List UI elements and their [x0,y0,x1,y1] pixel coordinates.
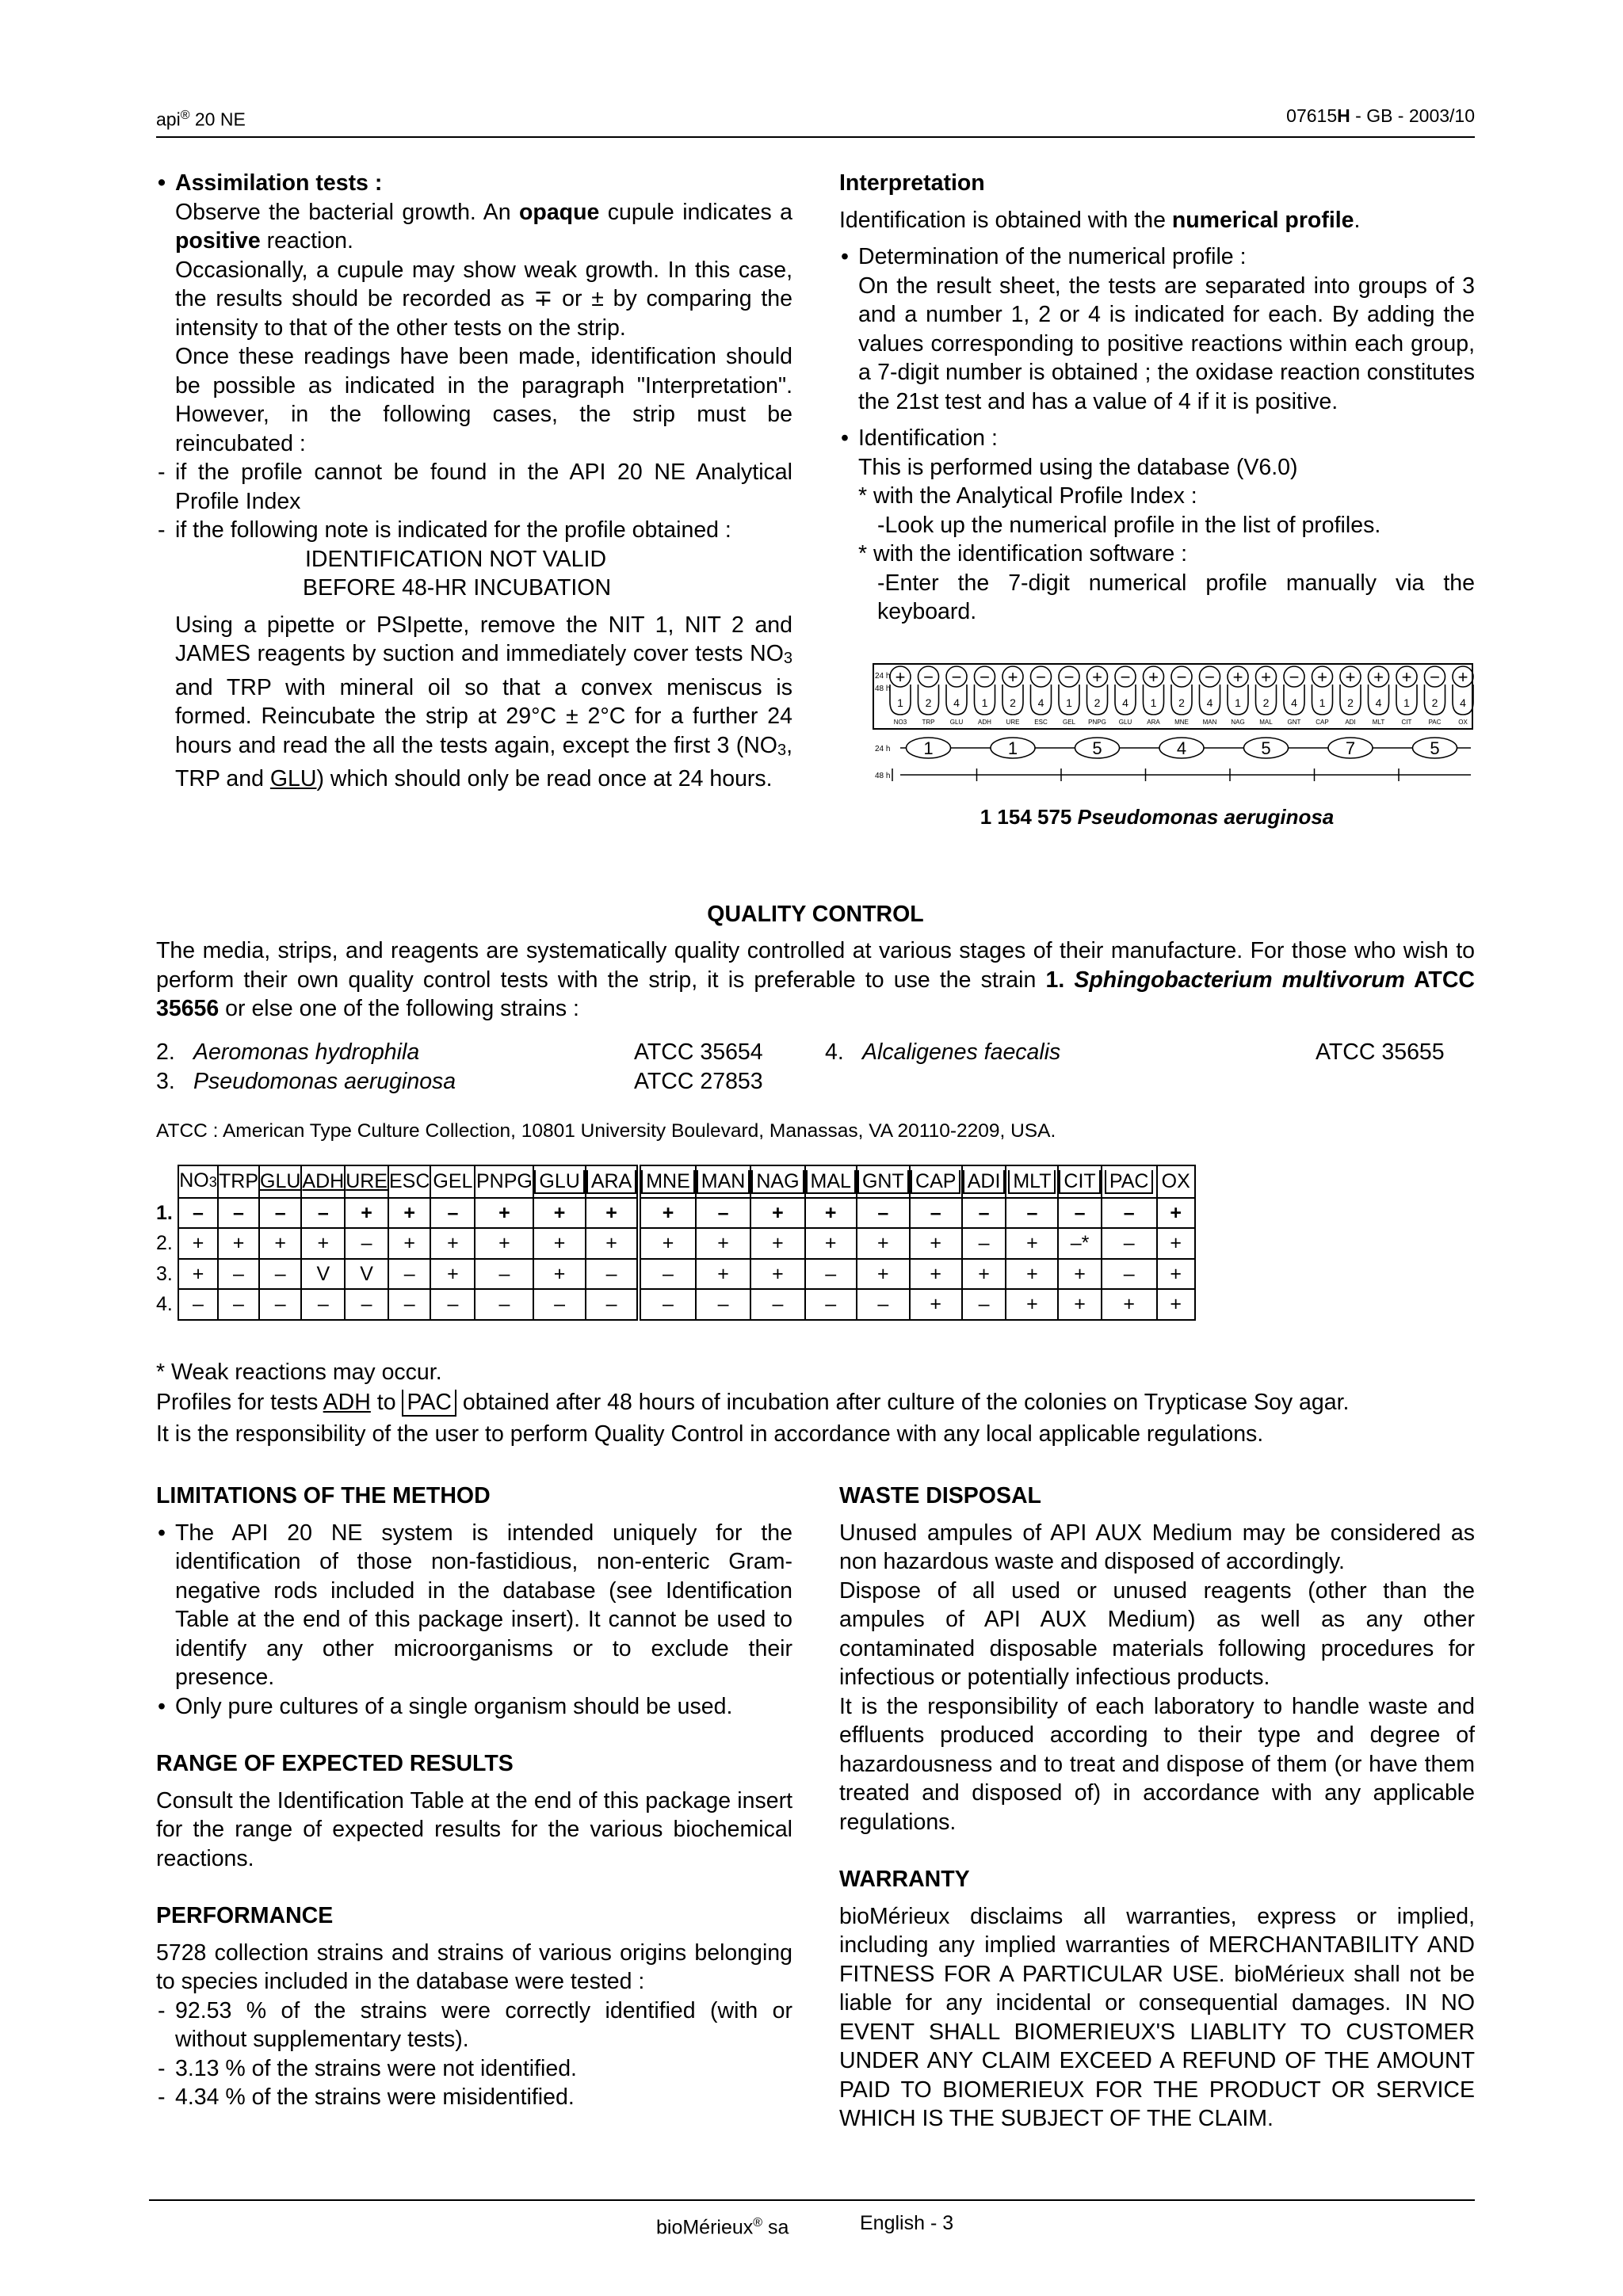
strip-sign: − [1176,667,1187,687]
table-cell: + [1157,1198,1195,1229]
strip-sum-value: 4 [1176,738,1187,758]
page-header [156,100,1475,138]
table-header-cell: MAN [696,1165,751,1198]
weak-note: * Weak reactions may occur. [156,1360,442,1385]
table-cell: – [178,1198,218,1229]
strip-time-48: 48 h [875,772,891,780]
strip-test-name: GLU [949,719,964,726]
strip-sum-value: 5 [1092,738,1102,758]
strip-test-name: NO3 [893,719,907,726]
identification-line-2: * with the Analytical Profile Index : [858,483,1197,509]
range-title: RANGE OF EXPECTED RESULTS [156,1751,514,1776]
strip-value: 4 [1206,696,1213,709]
table-cell: + [475,1198,533,1229]
strip-value: 4 [1122,696,1128,709]
table-cell: + [696,1228,751,1259]
strain-3: 3. Pseudomonas aeruginosa ATCC 27853 [156,1069,763,1094]
table-header-row [156,1165,1195,1198]
table-cell: + [301,1228,345,1259]
performance-item-1: - 92.53 % of the strains were correctly identified (with or without supplementary tests). [156,1997,792,2054]
table-cell: – [696,1198,751,1229]
strip-sign: − [1064,667,1075,687]
table-cell: – [1058,1198,1101,1229]
table-cell: + [218,1228,259,1259]
reincubate-case-2: - if the following note is indicated for the profile obtained : [156,516,792,545]
table-cell: – [857,1198,910,1229]
responsibility-note: It is the responsibility of the user to perform Quality Control in accordance with any local applicable regulations. [156,1421,1264,1447]
table-cell: – [910,1198,962,1229]
table-header-cell: CAP [910,1165,962,1198]
table-header-cell: ADH [301,1165,345,1198]
quality-control-text: The media, strips, and reagents are systematically quality controlled at various stages of their manufacture. For those who wish to perform their own quality control tests with the strip, it is preferable to use the strain 1. Sphingobacterium multivorum ATCC 35656 or else one of the following strains : [156,938,1475,1021]
strip-sign: + [1261,667,1271,687]
performance-item-2: - 3.13 % of the strains were not identified. [156,2054,792,2084]
strip-value: 2 [1431,696,1438,709]
strip-test-name: ADI [1345,719,1356,726]
table-header-cell: GLU [259,1165,301,1198]
table-cell: – [259,1289,301,1320]
table-header-cell: NAG [750,1165,804,1198]
table-cell: – [962,1228,1006,1259]
table-cell: + [1157,1259,1195,1290]
strip-sign: − [1120,667,1131,687]
strip-test-name: ESC [1034,719,1048,726]
strip-sign: + [1232,667,1243,687]
table-cell: – [1102,1259,1157,1290]
table-cell: + [1058,1289,1101,1320]
table-cell: + [586,1198,639,1229]
strip-test-name: ADH [978,719,991,726]
table-header-cell: MNE [639,1165,696,1198]
table-cell: + [910,1289,962,1320]
table-cell: – [430,1198,475,1229]
strip-test-name: MAN [1202,719,1217,726]
strip-test-name: PNPG [1088,719,1106,726]
strip-sum-value: 1 [1007,738,1018,758]
atcc-note: ATCC : American Type Culture Collection, 10801 University Boulevard, Manassas, VA 20110-2209, USA. [156,1120,1056,1142]
table-cell: + [533,1228,585,1259]
table-cell: + [475,1228,533,1259]
table-header-cell: PAC [1102,1165,1157,1198]
strip-value: 4 [1291,696,1297,709]
table-cell: + [910,1259,962,1290]
table-cell: – [533,1289,585,1320]
strip-value: 4 [1460,696,1466,709]
table-cell: + [430,1228,475,1259]
strip-sign: + [1457,667,1468,687]
strip-value: 1 [1066,696,1072,709]
product-name: api® 20 NE [156,109,246,130]
strip-test-name: URE [1006,719,1020,726]
strip-sum-value: 7 [1345,738,1356,758]
table-cell: – [301,1198,345,1229]
table-header-cell: URE [345,1165,388,1198]
table-cell: – [750,1289,804,1320]
table-header-cell: GNT [857,1165,910,1198]
table-cell: + [696,1259,751,1290]
table-cell: – [475,1289,533,1320]
table-cell: + [1102,1289,1157,1320]
assimilation-section [156,169,792,794]
table-cell: + [805,1198,857,1229]
strip-test-name: GLU [1118,719,1132,726]
table-cell: + [178,1259,218,1290]
waste-p1: Unused ampules of API AUX Medium may be considered as non hazardous waste and disposed of accordingly. [839,1520,1475,1574]
table-header-cell: MLT [1006,1165,1058,1198]
strip-sign: + [1148,667,1159,687]
quality-control-table [156,1165,1196,1321]
table-cell: V [345,1259,388,1290]
strip-value: 4 [1037,696,1044,709]
table-header-cell: MAL [805,1165,857,1198]
strip-test-name: GNT [1287,719,1301,726]
limitations-bullet-1: • The API 20 NE system is intended uniquely for the identification of those non-fastidious, non-enteric Gram-negative rods included in the database (see Identification Table at the end of this package insert). It cannot be used to identify any other microorganisms or to exclude their presence. [156,1519,792,1692]
assimilation-p2: Occasionally, a cupule may show weak growth. In this case, the results should be recorded as ∓ or ± by comparing the intensity to that of the other tests on the strip. [175,257,792,341]
table-cell: – [586,1289,639,1320]
table-cell: – [218,1259,259,1290]
table-header-cell: NO3 [178,1165,218,1198]
page-footer [149,2199,1475,2239]
table-header-cell: ESC [388,1165,430,1198]
table-cell: + [345,1198,388,1229]
table-row-label: 2. [156,1228,178,1259]
strip-value: 2 [1094,696,1101,709]
table-cell: + [259,1228,301,1259]
determination-bullet: • Determination of the numerical profile : [839,242,1475,272]
strip-value: 1 [981,696,988,709]
table-cell: + [178,1228,218,1259]
table-cell: + [388,1198,430,1229]
strip-test-name: TRP [922,719,935,726]
table-cell: + [750,1198,804,1229]
warranty-text: bioMérieux disclaims all warranties, express or implied, including any implied warranties of MERCHANTABILITY AND FITNESS FOR A PARTICULAR USE. bioMérieux shall not be liable for any incidental or consequential damages. IN NO EVENT SHALL BIOMERIEUX'S LIABLITY TO CUSTOMER UNDER ANY CLAIM EXCEED A REFUND OF THE AMOUNT PAID TO BIOMERIEUX FOR THE PRODUCT OR SERVICE WHICH IS THE SUBJECT OF THE CLAIM. [839,1903,1475,2131]
table-cell: + [533,1259,585,1290]
table-row-label: 1. [156,1198,178,1229]
result-strip-illustration [872,662,1474,789]
note-line-2: BEFORE 48-HR INCUBATION [303,575,612,601]
table-cell: – [388,1259,430,1290]
strip-value: 2 [925,696,932,709]
table-row-label: 3. [156,1259,178,1290]
strip-test-name: NAG [1231,719,1245,726]
table-cell: + [910,1228,962,1259]
table-cell: + [962,1259,1006,1290]
waste-p3: It is the responsibility of each laboratory to handle waste and effluents produced according to their type and degree of hazardousness and to treat and dispose of them (or have them treated and disposed of) in accordance with any applicable regulations. [839,1693,1475,1835]
determination-text: On the result sheet, the tests are separated into groups of 3 and a number 1, 2 or 4 is indicated for each. By adding the values corresponding to positive reactions within each group, a 7-digit number is obtained ; the oxidase reaction constitutes the 21st test and has a value of 4 if it is positive. [858,273,1475,414]
table-cell: – [259,1259,301,1290]
limitations-section [156,1482,792,2112]
assimilation-p3: Once these readings have been made, identification should be possible as indicated in the paragraph "Interpretation". However, in the following cases, the strip must be reincubated : [175,344,792,456]
strip-sign: − [1430,667,1440,687]
performance-text: 5728 collection strains and strains of various origins belonging to species included in the database were tested : [156,1939,792,1994]
table-cell: + [1006,1289,1058,1320]
table-cell: + [750,1259,804,1290]
table-cell: + [1157,1289,1195,1320]
strip-sum-value: 5 [1261,738,1271,758]
profiles-note: Profiles for tests ADH to PAC obtained after 48 hours of incubation after culture of the colonies on Trypticase Soy agar. [156,1390,1350,1415]
table-row [156,1228,1195,1259]
strip-value: 1 [1150,696,1157,709]
strip-sign: + [1317,667,1327,687]
strip-label-24h: 24 h [875,672,891,681]
table-cell: – [805,1289,857,1320]
strip-test-name: PAC [1428,719,1442,726]
table-cell: – [1102,1228,1157,1259]
assimilation-p1: Observe the bacterial growth. An opaque cupule indicates a positive reaction. [175,199,792,254]
interpretation-p1: Identification is obtained with the numerical profile. [839,207,1361,233]
table-cell: + [1157,1228,1195,1259]
table-cell: – [696,1289,751,1320]
footer-brand: bioMérieux® sa [656,2216,789,2239]
table-cell: + [533,1198,585,1229]
strip-value: 1 [897,696,903,709]
performance-title: PERFORMANCE [156,1903,334,1928]
strip-sign: + [1345,667,1356,687]
table-header-cell: PNPG [475,1165,533,1198]
interpretation-section [839,169,1475,627]
assimilation-title: • Assimilation tests : [156,169,792,198]
table-row-label: 4. [156,1289,178,1320]
table-cell: – [259,1198,301,1229]
table-row [156,1289,1195,1320]
table-cell: – [178,1289,218,1320]
table-cell: + [750,1228,804,1259]
table-cell: – [301,1289,345,1320]
strip-sign: − [1036,667,1046,687]
table-cell: – [475,1259,533,1290]
strip-value: 4 [1375,696,1382,709]
table-cell: + [388,1228,430,1259]
strain-list [156,1038,1475,1097]
strip-value: 2 [1262,696,1270,709]
table-cell: – [345,1289,388,1320]
strip-label-48h: 48 h [875,685,891,693]
table-cell: V [301,1259,345,1290]
assimilation-p4: Using a pipette or PSIpette, remove the NIT 1, NIT 2 and JAMES reagents by suction and immediately cover tests $NO_3$ and TRP with mineral oil so that a convex meniscus is formed. Reincubate the strip at 29°C ± 2°C for a further 24 hours and read the all the tests again, except the first 3 ($NO_3$, TRP and GLU) which should only be read once at 24 hours. [175,612,792,791]
limitations-title: LIMITATIONS OF THE METHOD [156,1483,491,1508]
table-cell: – [586,1259,639,1290]
table-cell: + [1058,1259,1101,1290]
strip-sign: + [1373,667,1384,687]
warranty-title: WARRANTY [839,1867,970,1892]
table-cell: – [430,1289,475,1320]
table-header-cell: CIT [1058,1165,1101,1198]
strip-value: 1 [1235,696,1241,709]
strip-sign: + [1007,667,1018,687]
reincubate-case-1: - if the profile cannot be found in the API 20 NE Analytical Profile Index [156,458,792,516]
footer-page: English - 3 [860,2212,954,2234]
strip-sign: − [980,667,990,687]
table-cell: + [639,1198,696,1229]
identification-line-4: * with the identification software : [858,541,1188,566]
table-header-cell: ARA [586,1165,639,1198]
table-cell: – [639,1259,696,1290]
table-cell: – [388,1289,430,1320]
identification-line-3: -Look up the numerical profile in the list of profiles. [877,512,1381,538]
table-row [156,1259,1195,1290]
note-line-1: IDENTIFICATION NOT VALID [305,546,607,572]
strip-sign: + [895,667,906,687]
strip-test-name: CIT [1401,719,1412,726]
strip-value: 1 [1403,696,1410,709]
identification-line-5: -Enter the 7-digit numerical profile manually via the keyboard. [877,570,1475,624]
quality-control-title: QUALITY CONTROL [707,902,924,927]
strip-value: 2 [1347,696,1354,709]
waste-p2: Dispose of all used or unused reagents (other than the ampules of API AUX Medium) as well as any other contaminated disposable materials following procedures for infectious or potentially infectious products. [839,1577,1475,1690]
limitations-bullet-2: • Only pure cultures of a single organism should be used. [156,1692,792,1722]
identification-bullet: • Identification : [839,424,1475,453]
strip-test-name: GEL [1062,719,1076,726]
strip-caption: 1 154 575 Pseudomonas aeruginosa [980,805,1335,829]
table-cell: + [639,1228,696,1259]
table-cell: + [586,1228,639,1259]
table-corner [156,1165,178,1198]
table-cell: – [857,1289,910,1320]
table-cell: + [1006,1228,1058,1259]
table-header-cell: GLU [533,1165,585,1198]
table-cell: – [639,1289,696,1320]
strip-sign: + [1401,667,1412,687]
table-cell: – [218,1289,259,1320]
strip-test-name: MAL [1259,719,1273,726]
strip-sign: − [1205,667,1215,687]
waste-section [839,1482,1475,2134]
strip-value: 2 [1010,696,1016,709]
table-cell: – [805,1259,857,1290]
strip-sign: − [1289,667,1300,687]
strip-sum-value: 5 [1430,738,1440,758]
table-cell: – [962,1289,1006,1320]
table-cell: – [1006,1198,1058,1229]
table-header-cell: GEL [430,1165,475,1198]
range-text: Consult the Identification Table at the end of this package insert for the range of expected results for the various biochemical reactions. [156,1787,792,1871]
strain-2: 2. Aeromonas hydrophila ATCC 35654 4. Alcaligenes faecalis ATCC 35655 [156,1039,1445,1065]
table-cell: –* [1058,1228,1101,1259]
strip-test-name: OX [1458,719,1468,726]
document-code: 07615H - GB - 2003/10 [1286,105,1475,126]
waste-title: WASTE DISPOSAL [839,1483,1041,1508]
strip-sign: − [923,667,934,687]
table-cell: + [857,1228,910,1259]
table-header-cell: ADI [962,1165,1006,1198]
table-cell: – [1102,1198,1157,1229]
strip-sum-value: 1 [923,738,934,758]
strip-value: 2 [1178,696,1185,709]
strip-sign: − [951,667,962,687]
table-header-cell: OX [1157,1165,1195,1198]
strip-test-name: CAP [1316,719,1329,726]
table-cell: + [857,1259,910,1290]
table-cell: + [805,1228,857,1259]
table-cell: – [218,1198,259,1229]
strip-test-name: MNE [1174,719,1189,726]
strip-test-name: ARA [1147,719,1160,726]
identification-line-1: This is performed using the database (V6.0) [858,454,1298,480]
strip-value: 1 [1319,696,1326,709]
strip-time-24: 24 h [875,745,891,753]
table-header-cell: TRP [218,1165,259,1198]
strip-sign: + [1092,667,1102,687]
interpretation-title: Interpretation [839,170,985,196]
strip-value: 4 [953,696,960,709]
performance-item-3: - 4.34 % of the strains were misidentified. [156,2083,792,2112]
strip-test-name: MLT [1372,719,1385,726]
table-cell: + [430,1259,475,1290]
table-cell: – [962,1198,1006,1229]
table-cell: + [1006,1259,1058,1290]
table-row [156,1198,1195,1229]
table-cell: – [345,1228,388,1259]
